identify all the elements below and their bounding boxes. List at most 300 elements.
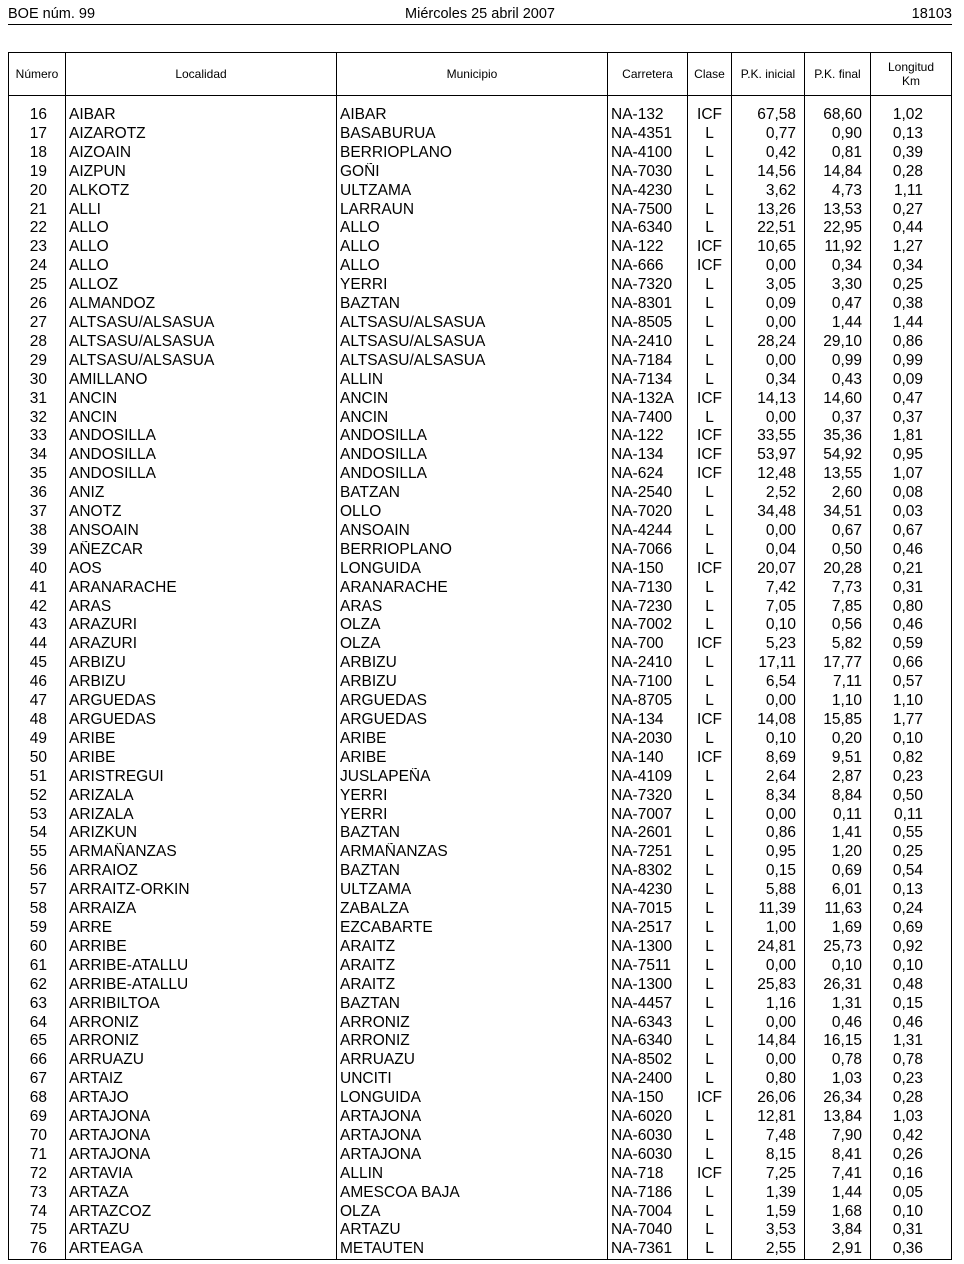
table-row (9, 1032, 952, 1051)
cell-localidad: ALLI (66, 201, 337, 220)
cell-carretera: NA-7004 (608, 1203, 688, 1222)
cell-localidad: AOS (66, 560, 337, 579)
cell-pk-inicial: 0,00 (732, 692, 805, 711)
cell-clase: L (688, 371, 732, 390)
cell-numero: 63 (9, 995, 66, 1014)
cell-clase: L (688, 1221, 732, 1240)
cell-localidad: AIZPUN (66, 163, 337, 182)
cell-pk-final: 0,69 (805, 862, 871, 881)
cell-longitud: 0,28 (871, 163, 952, 182)
cell-numero: 24 (9, 257, 66, 276)
cell-localidad: ARIZALA (66, 806, 337, 825)
cell-municipio: LARRAUN (337, 201, 608, 220)
cell-longitud: 0,37 (871, 409, 952, 428)
cell-pk-inicial: 53,97 (732, 446, 805, 465)
table-row (9, 1070, 952, 1089)
cell-pk-inicial: 7,25 (732, 1165, 805, 1184)
cell-pk-final: 29,10 (805, 333, 871, 352)
cell-localidad: ARAZURI (66, 616, 337, 635)
cell-municipio: BAZTAN (337, 995, 608, 1014)
cell-longitud: 0,50 (871, 787, 952, 806)
cell-longitud: 0,23 (871, 768, 952, 787)
cell-municipio: ANCIN (337, 409, 608, 428)
cell-localidad: ARIBE (66, 730, 337, 749)
table-row (9, 749, 952, 768)
cell-pk-inicial: 22,51 (732, 219, 805, 238)
cell-carretera: NA-150 (608, 1089, 688, 1108)
cell-numero: 43 (9, 616, 66, 635)
cell-longitud: 0,31 (871, 579, 952, 598)
cell-clase: L (688, 824, 732, 843)
cell-pk-final: 1,41 (805, 824, 871, 843)
cell-localidad: ARAZURI (66, 635, 337, 654)
cell-longitud: 0,26 (871, 1146, 952, 1165)
cell-localidad: ARRONIZ (66, 1032, 337, 1051)
cell-longitud: 0,55 (871, 824, 952, 843)
cell-longitud: 0,46 (871, 616, 952, 635)
cell-pk-final: 34,51 (805, 503, 871, 522)
cell-pk-inicial: 0,10 (732, 730, 805, 749)
cell-numero: 40 (9, 560, 66, 579)
cell-carretera: NA-6340 (608, 219, 688, 238)
cell-municipio: METAUTEN (337, 1240, 608, 1259)
cell-carretera: NA-7066 (608, 541, 688, 560)
cell-clase: L (688, 1127, 732, 1146)
cell-carretera: NA-7186 (608, 1184, 688, 1203)
cell-pk-inicial: 33,55 (732, 427, 805, 446)
table-row (9, 976, 952, 995)
cell-pk-final: 0,10 (805, 957, 871, 976)
cell-carretera: NA-7020 (608, 503, 688, 522)
cell-numero: 19 (9, 163, 66, 182)
cell-localidad: ARTAJONA (66, 1146, 337, 1165)
table-row (9, 352, 952, 371)
cell-numero: 59 (9, 919, 66, 938)
cell-numero: 69 (9, 1108, 66, 1127)
table-row (9, 371, 952, 390)
cell-longitud: 0,95 (871, 446, 952, 465)
page-number: 18103 (911, 6, 952, 22)
table-row (9, 201, 952, 220)
cell-municipio: ANDOSILLA (337, 446, 608, 465)
cell-carretera: NA-2030 (608, 730, 688, 749)
cell-clase: L (688, 1014, 732, 1033)
cell-localidad: AÑEZCAR (66, 541, 337, 560)
cell-pk-inicial: 0,00 (732, 314, 805, 333)
cell-clase: L (688, 654, 732, 673)
cell-pk-final: 1,03 (805, 1070, 871, 1089)
cell-municipio: ARMAÑANZAS (337, 843, 608, 862)
table-row (9, 409, 952, 428)
cell-localidad: AMILLANO (66, 371, 337, 390)
cell-clase: L (688, 900, 732, 919)
cell-numero: 68 (9, 1089, 66, 1108)
cell-clase: L (688, 276, 732, 295)
cell-municipio: ALLO (337, 257, 608, 276)
cell-pk-final: 1,44 (805, 1184, 871, 1203)
cell-carretera: NA-4457 (608, 995, 688, 1014)
cell-carretera: NA-4109 (608, 768, 688, 787)
cell-longitud: 0,31 (871, 1221, 952, 1240)
table-row (9, 1184, 952, 1203)
cell-clase: L (688, 182, 732, 201)
cell-pk-inicial: 28,24 (732, 333, 805, 352)
cell-localidad: ARBIZU (66, 654, 337, 673)
cell-numero: 52 (9, 787, 66, 806)
cell-localidad: ALLO (66, 219, 337, 238)
cell-longitud: 0,09 (871, 371, 952, 390)
cell-numero: 58 (9, 900, 66, 919)
cell-pk-final: 35,36 (805, 427, 871, 446)
cell-pk-inicial: 14,56 (732, 163, 805, 182)
table-row (9, 711, 952, 730)
table-body (9, 96, 952, 1260)
table-row (9, 806, 952, 825)
table-row (9, 938, 952, 957)
cell-localidad: ALLO (66, 257, 337, 276)
cell-pk-inicial: 0,00 (732, 806, 805, 825)
cell-pk-inicial: 12,48 (732, 465, 805, 484)
table-row (9, 598, 952, 617)
cell-carretera: NA-7500 (608, 201, 688, 220)
cell-carretera: NA-2540 (608, 484, 688, 503)
cell-numero: 64 (9, 1014, 66, 1033)
cell-clase: L (688, 919, 732, 938)
cell-localidad: ALTSASU/ALSASUA (66, 333, 337, 352)
cell-numero: 23 (9, 238, 66, 257)
cell-clase: L (688, 219, 732, 238)
cell-carretera: NA-150 (608, 560, 688, 579)
cell-pk-inicial: 5,88 (732, 881, 805, 900)
cell-clase: L (688, 1240, 732, 1259)
cell-pk-final: 16,15 (805, 1032, 871, 1051)
cell-pk-final: 3,30 (805, 276, 871, 295)
cell-longitud: 0,34 (871, 257, 952, 276)
cell-pk-inicial: 0,34 (732, 371, 805, 390)
cell-localidad: ARANARACHE (66, 579, 337, 598)
cell-municipio: AIBAR (337, 106, 608, 125)
cell-localidad: ALTSASU/ALSASUA (66, 352, 337, 371)
publication-date: Miércoles 25 abril 2007 (405, 6, 555, 22)
cell-longitud: 0,48 (871, 976, 952, 995)
cell-municipio: YERRI (337, 276, 608, 295)
header-rule (8, 24, 952, 25)
cell-longitud: 0,66 (871, 654, 952, 673)
cell-pk-final: 0,11 (805, 806, 871, 825)
cell-numero: 38 (9, 522, 66, 541)
cell-clase: L (688, 976, 732, 995)
cell-localidad: ARMAÑANZAS (66, 843, 337, 862)
cell-carretera: NA-4230 (608, 182, 688, 201)
cell-pk-final: 26,34 (805, 1089, 871, 1108)
cell-carretera: NA-6030 (608, 1146, 688, 1165)
table-spacer-row (9, 96, 952, 107)
table-row (9, 276, 952, 295)
cell-clase: L (688, 352, 732, 371)
cell-clase: L (688, 692, 732, 711)
cell-clase: L (688, 881, 732, 900)
cell-pk-final: 9,51 (805, 749, 871, 768)
cell-carretera: NA-134 (608, 446, 688, 465)
cell-pk-inicial: 2,64 (732, 768, 805, 787)
cell-localidad: ARTAIZ (66, 1070, 337, 1089)
cell-pk-inicial: 2,55 (732, 1240, 805, 1259)
cell-municipio: ARAITZ (337, 957, 608, 976)
cell-municipio: ALTSASU/ALSASUA (337, 352, 608, 371)
cell-municipio: OLLO (337, 503, 608, 522)
cell-clase: ICF (688, 1165, 732, 1184)
cell-numero: 26 (9, 295, 66, 314)
cell-municipio: ALLO (337, 219, 608, 238)
cell-pk-inicial: 0,86 (732, 824, 805, 843)
table-row (9, 125, 952, 144)
cell-carretera: NA-7040 (608, 1221, 688, 1240)
col-header-localidad: Localidad (66, 53, 337, 96)
cell-numero: 66 (9, 1051, 66, 1070)
table-row (9, 257, 952, 276)
cell-clase: L (688, 295, 732, 314)
cell-municipio: JUSLAPEÑA (337, 768, 608, 787)
cell-municipio: GOÑI (337, 163, 608, 182)
page-header (8, 6, 952, 24)
cell-localidad: AIZOAIN (66, 144, 337, 163)
cell-pk-final: 5,82 (805, 635, 871, 654)
cell-municipio: ARGUEDAS (337, 711, 608, 730)
cell-municipio: BAZTAN (337, 295, 608, 314)
cell-pk-final: 14,84 (805, 163, 871, 182)
cell-numero: 39 (9, 541, 66, 560)
cell-numero: 74 (9, 1203, 66, 1222)
cell-numero: 16 (9, 106, 66, 125)
cell-pk-inicial: 1,16 (732, 995, 805, 1014)
cell-municipio: BASABURUA (337, 125, 608, 144)
cell-clase: ICF (688, 257, 732, 276)
table-row (9, 560, 952, 579)
cell-clase: ICF (688, 106, 732, 125)
cell-pk-inicial: 3,62 (732, 182, 805, 201)
cell-pk-final: 54,92 (805, 446, 871, 465)
cell-municipio: YERRI (337, 806, 608, 825)
col-header-pk-inicial: P.K. inicial (732, 53, 805, 96)
cell-municipio: ANSOAIN (337, 522, 608, 541)
cell-longitud: 0,86 (871, 333, 952, 352)
cell-numero: 36 (9, 484, 66, 503)
cell-carretera: NA-624 (608, 465, 688, 484)
table-row (9, 995, 952, 1014)
cell-pk-final: 25,73 (805, 938, 871, 957)
table-row (9, 106, 952, 125)
table-row (9, 522, 952, 541)
cell-numero: 75 (9, 1221, 66, 1240)
cell-numero: 28 (9, 333, 66, 352)
table-header-row (9, 53, 952, 96)
cell-pk-final: 1,69 (805, 919, 871, 938)
cell-localidad: ARIZKUN (66, 824, 337, 843)
cell-municipio: BERRIOPLANO (337, 144, 608, 163)
cell-clase: L (688, 484, 732, 503)
cell-localidad: ARTAJO (66, 1089, 337, 1108)
cell-municipio: ARIBE (337, 730, 608, 749)
cell-municipio: ARTAJONA (337, 1146, 608, 1165)
cell-pk-inicial: 6,54 (732, 673, 805, 692)
table-row (9, 390, 952, 409)
cell-pk-final: 26,31 (805, 976, 871, 995)
cell-longitud: 0,16 (871, 1165, 952, 1184)
cell-clase: L (688, 333, 732, 352)
cell-carretera: NA-4230 (608, 881, 688, 900)
cell-longitud: 1,44 (871, 314, 952, 333)
cell-longitud: 0,46 (871, 1014, 952, 1033)
cell-clase: L (688, 1108, 732, 1127)
cell-pk-inicial: 0,00 (732, 522, 805, 541)
cell-longitud: 0,42 (871, 1127, 952, 1146)
cell-pk-inicial: 25,83 (732, 976, 805, 995)
cell-clase: ICF (688, 1089, 732, 1108)
cell-longitud: 1,03 (871, 1108, 952, 1127)
cell-municipio: YERRI (337, 787, 608, 806)
cell-localidad: ANCIN (66, 409, 337, 428)
cell-pk-inicial: 34,48 (732, 503, 805, 522)
cell-numero: 72 (9, 1165, 66, 1184)
col-header-pk-final: P.K. final (805, 53, 871, 96)
cell-longitud: 0,11 (871, 806, 952, 825)
cell-municipio: ARRONIZ (337, 1032, 608, 1051)
cell-pk-final: 17,77 (805, 654, 871, 673)
cell-numero: 70 (9, 1127, 66, 1146)
table-row (9, 333, 952, 352)
cell-localidad: ALKOTZ (66, 182, 337, 201)
cell-localidad: ANDOSILLA (66, 427, 337, 446)
cell-carretera: NA-7320 (608, 787, 688, 806)
cell-localidad: ARGUEDAS (66, 692, 337, 711)
cell-municipio: ARRUAZU (337, 1051, 608, 1070)
cell-longitud: 0,23 (871, 1070, 952, 1089)
cell-localidad: ANSOAIN (66, 522, 337, 541)
table-row (9, 862, 952, 881)
cell-clase: L (688, 730, 732, 749)
cell-pk-inicial: 7,42 (732, 579, 805, 598)
cell-longitud: 0,15 (871, 995, 952, 1014)
cell-carretera: NA-122 (608, 427, 688, 446)
cell-pk-inicial: 0,15 (732, 862, 805, 881)
cell-longitud: 0,13 (871, 125, 952, 144)
cell-carretera: NA-7230 (608, 598, 688, 617)
cell-clase: L (688, 1203, 732, 1222)
cell-pk-final: 0,37 (805, 409, 871, 428)
cell-pk-final: 0,67 (805, 522, 871, 541)
cell-localidad: ARRAITZ-ORKIN (66, 881, 337, 900)
cell-clase: L (688, 1051, 732, 1070)
cell-longitud: 1,31 (871, 1032, 952, 1051)
table-row (9, 654, 952, 673)
cell-clase: L (688, 1184, 732, 1203)
cell-longitud: 0,46 (871, 541, 952, 560)
cell-localidad: AIBAR (66, 106, 337, 125)
cell-pk-inicial: 1,39 (732, 1184, 805, 1203)
cell-municipio: ULTZAMA (337, 182, 608, 201)
cell-localidad: ARTAVIA (66, 1165, 337, 1184)
cell-numero: 51 (9, 768, 66, 787)
table-row (9, 843, 952, 862)
cell-clase: ICF (688, 635, 732, 654)
cell-carretera: NA-8502 (608, 1051, 688, 1070)
cell-pk-final: 2,60 (805, 484, 871, 503)
cell-carretera: NA-2410 (608, 333, 688, 352)
cell-pk-inicial: 12,81 (732, 1108, 805, 1127)
table-row (9, 1221, 952, 1240)
cell-municipio: ZABALZA (337, 900, 608, 919)
cell-pk-inicial: 7,48 (732, 1127, 805, 1146)
cell-localidad: ALTSASU/ALSASUA (66, 314, 337, 333)
cell-localidad: ARRAIOZ (66, 862, 337, 881)
cell-pk-inicial: 14,13 (732, 390, 805, 409)
cell-pk-inicial: 5,23 (732, 635, 805, 654)
cell-localidad: ARRIBE (66, 938, 337, 957)
cell-numero: 55 (9, 843, 66, 862)
cell-clase: L (688, 843, 732, 862)
cell-localidad: ARIBE (66, 749, 337, 768)
cell-numero: 62 (9, 976, 66, 995)
cell-municipio: ALLIN (337, 371, 608, 390)
cell-pk-inicial: 20,07 (732, 560, 805, 579)
cell-localidad: ARTAJONA (66, 1127, 337, 1146)
cell-clase: L (688, 995, 732, 1014)
cell-municipio: ARAITZ (337, 976, 608, 995)
cell-localidad: ARTAZU (66, 1221, 337, 1240)
cell-pk-final: 2,87 (805, 768, 871, 787)
cell-carretera: NA-7400 (608, 409, 688, 428)
cell-clase: L (688, 768, 732, 787)
cell-longitud: 1,81 (871, 427, 952, 446)
cell-pk-final: 0,99 (805, 352, 871, 371)
cell-pk-final: 13,53 (805, 201, 871, 220)
cell-municipio: ANDOSILLA (337, 465, 608, 484)
cell-municipio: OLZA (337, 635, 608, 654)
cell-clase: ICF (688, 711, 732, 730)
cell-numero: 76 (9, 1240, 66, 1259)
cell-pk-final: 0,47 (805, 295, 871, 314)
table-row (9, 1127, 952, 1146)
cell-numero: 71 (9, 1146, 66, 1165)
cell-numero: 65 (9, 1032, 66, 1051)
cell-numero: 42 (9, 598, 66, 617)
cell-carretera: NA-8302 (608, 862, 688, 881)
cell-pk-inicial: 0,09 (732, 295, 805, 314)
cell-pk-inicial: 11,39 (732, 900, 805, 919)
cell-pk-inicial: 26,06 (732, 1089, 805, 1108)
cell-pk-final: 0,43 (805, 371, 871, 390)
cell-pk-final: 7,11 (805, 673, 871, 692)
cell-localidad: ARRIBE-ATALLU (66, 957, 337, 976)
table-row (9, 957, 952, 976)
cell-longitud: 1,77 (871, 711, 952, 730)
table-row (9, 1240, 952, 1259)
col-header-clase: Clase (688, 53, 732, 96)
cell-pk-final: 8,41 (805, 1146, 871, 1165)
cell-longitud: 0,05 (871, 1184, 952, 1203)
cell-pk-final: 6,01 (805, 881, 871, 900)
cell-localidad: ANDOSILLA (66, 446, 337, 465)
cell-carretera: NA-8705 (608, 692, 688, 711)
cell-pk-inicial: 1,59 (732, 1203, 805, 1222)
cell-longitud: 0,57 (871, 673, 952, 692)
cell-municipio: OLZA (337, 616, 608, 635)
table-row (9, 579, 952, 598)
col-header-carretera: Carretera (608, 53, 688, 96)
cell-carretera: NA-134 (608, 711, 688, 730)
cell-pk-final: 7,90 (805, 1127, 871, 1146)
cell-pk-inicial: 0,80 (732, 1070, 805, 1089)
